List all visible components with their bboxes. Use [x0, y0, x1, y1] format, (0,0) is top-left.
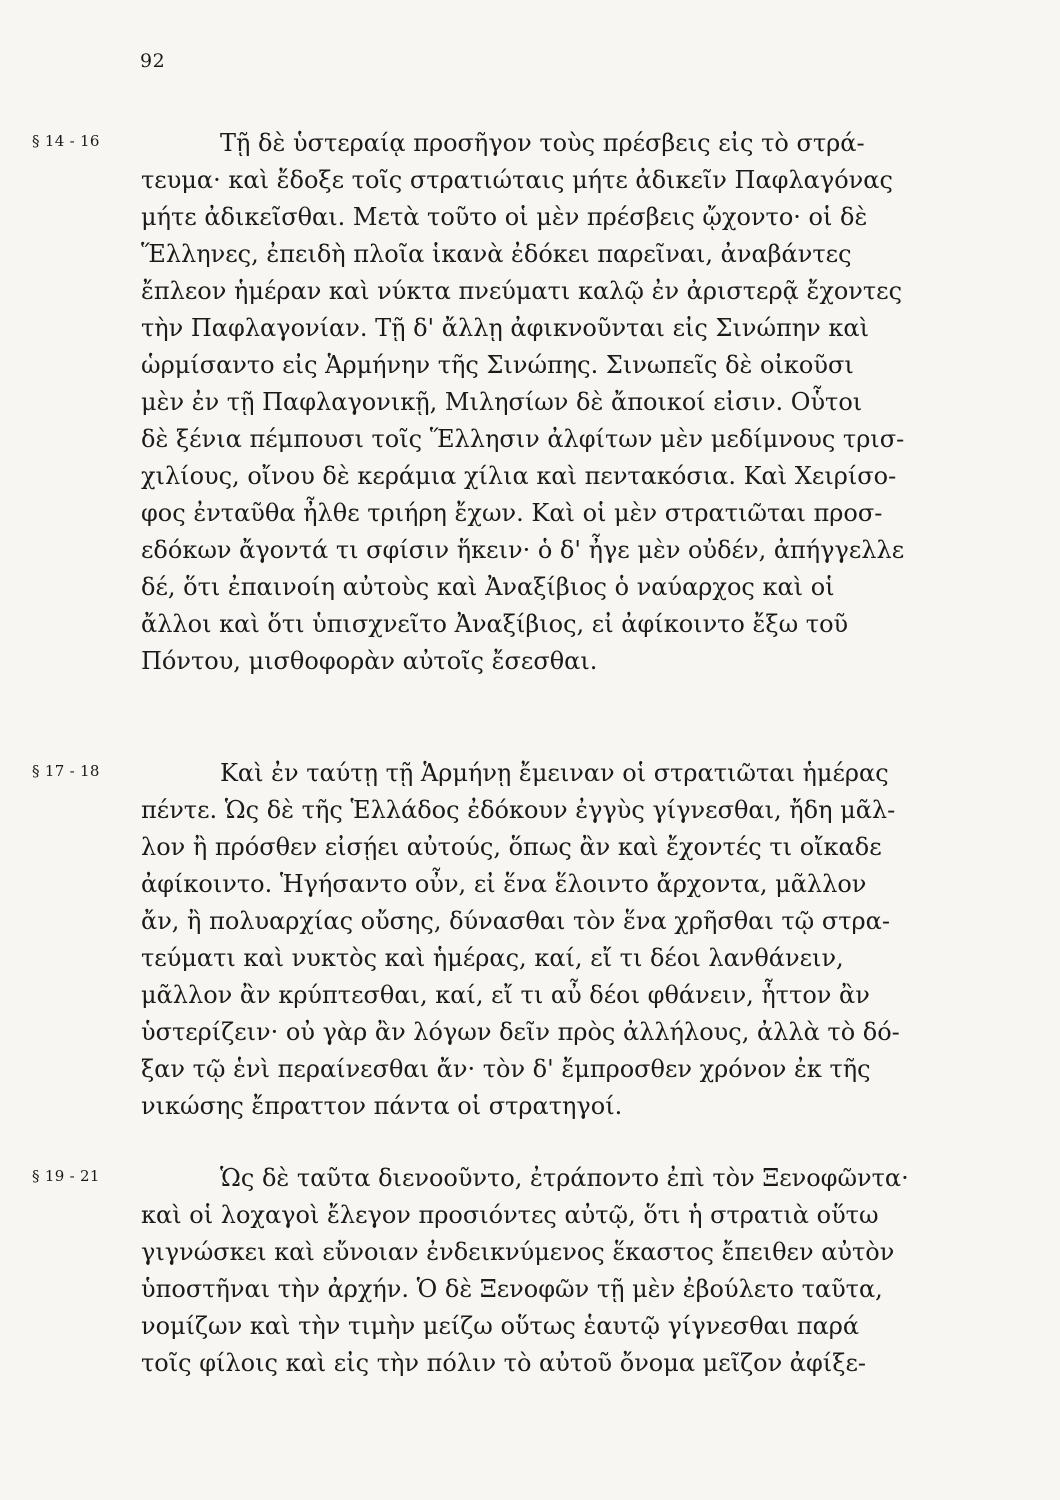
text-line: μᾶλλον ἂν κρύπτεσθαι, καί, εἴ τι αὖ δέοι φθάνειν, ἧττον ἂν: [141, 981, 870, 1009]
text-line: ξαν τῷ ἑνὶ περαίνεσθαι ἄν· τὸν δ' ἔμπροσθεν χρόνον ἐκ τῆς: [141, 1055, 871, 1083]
text-line: καὶ οἱ λοχαγοὶ ἔλεγον προσιόντες αὐτῷ, ὅτι ἡ στρατιὰ οὕτω: [141, 1201, 879, 1229]
text-line: Ἕλληνες, ἐπειδὴ πλοῖα ἱκανὰ ἐδόκει παρεῖναι, ἀναβάντες: [141, 240, 852, 268]
text-line: ὑποστῆναι τὴν ἀρχήν. Ὁ δὲ Ξενοφῶν τῇ μὲν ἐβούλετο ταῦτα,: [141, 1275, 883, 1303]
paragraph: [141, 125, 991, 680]
text-line: νικώσης ἔπραττον πάντα οἱ στρατηγοί.: [141, 1092, 623, 1120]
section-reference: § 19 - 21: [32, 1167, 100, 1185]
page-number: 92: [140, 50, 166, 72]
text-line: τὴν Παφλαγονίαν. Τῇ δ' ἄλλῃ ἀφικνοῦνται εἰς Σινώπην καὶ: [141, 314, 870, 342]
text-line: εδόκων ἄγοντά τι σφίσιν ἥκειν· ὁ δ' ἦγε μὲν οὐδέν, ἀπήγγελλε: [141, 536, 905, 564]
text-line: πέντε. Ὡς δὲ τῆς Ἑλλάδος ἐδόκουν ἐγγὺς γίγνεσθαι, ἤδη μᾶλ-: [141, 796, 896, 824]
text-line: γιγνώσκει καὶ εὔνοιαν ἐνδεικνύμενος ἕκαστος ἔπειθεν αὐτὸν: [141, 1238, 895, 1266]
text-line: ἀφίκοιντο. Ἡγήσαντο οὖν, εἰ ἕνα ἕλοιντο ἄρχοντα, μᾶλλον: [141, 870, 867, 898]
text-line: Πόντου, μισθοφορὰν αὐτοῖς ἔσεσθαι.: [141, 647, 598, 675]
text-line: νομίζων καὶ τὴν τιμὴν μείζω οὕτως ἑαυτῷ γίγνεσθαι παρά: [141, 1312, 860, 1340]
text-line: μήτε ἀδικεῖσθαι. Μετὰ τοῦτο οἱ μὲν πρέσβεις ᾤχοντο· οἱ δὲ: [141, 203, 868, 231]
text-line: ὑστερίζειν· οὐ γὰρ ἂν λόγων δεῖν πρὸς ἀλλήλους, ἀλλὰ τὸ δό-: [141, 1018, 900, 1046]
text-line: τοῖς φίλοις καὶ εἰς τὴν πόλιν τὸ αὐτοῦ ὄνομα μεῖζον ἀφίξε-: [141, 1349, 866, 1377]
text-line: τευμα· καὶ ἔδοξε τοῖς στρατιώταις μήτε ἀδικεῖν Παφλαγόνας: [141, 166, 893, 194]
text-line: Ὡς δὲ ταῦτα διενοοῦντο, ἐτράποντο ἐπὶ τὸν Ξενοφῶντα·: [220, 1164, 909, 1192]
text-line: δὲ ξένια πέμπουσι τοῖς Ἕλλησιν ἀλφίτων μὲν μεδίμνους τρισ-: [141, 425, 905, 453]
paragraph: [141, 755, 991, 1125]
text-line: τεύματι καὶ νυκτὸς καὶ ἡμέρας, καί, εἴ τι δέοι λανθάνειν,: [141, 944, 844, 972]
text-line: χιλίους, οἴνου δὲ κεράμια χίλια καὶ πεντακόσια. Καὶ Χειρίσο-: [141, 462, 897, 490]
text-line: ὡρμίσαντο εἰς Ἁρμήνην τῆς Σινώπης. Σινωπεῖς δὲ οἰκοῦσι: [141, 351, 854, 379]
text-line: λον ἢ πρόσθεν εἰσῄει αὐτούς, ὅπως ἂν καὶ ἔχοντές τι οἴκαδε: [141, 833, 882, 861]
text-line: φος ἐνταῦθα ἦλθε τριήρη ἔχων. Καὶ οἱ μὲν στρατιῶται προσ-: [141, 499, 883, 527]
text-line: μὲν ἐν τῇ Παφλαγονικῇ, Μιλησίων δὲ ἄποικοί εἰσιν. Οὗτοι: [141, 388, 863, 416]
text-line: ἔπλεον ἡμέραν καὶ νύκτα πνεύματι καλῷ ἐν ἀριστερᾷ ἔχοντες: [141, 277, 903, 305]
section-reference: § 14 - 16: [32, 132, 100, 150]
text-line: ἄλλοι καὶ ὅτι ὑπισχνεῖτο Ἀναξίβιος, εἰ ἀφίκοιντο ἔξω τοῦ: [141, 610, 849, 638]
section-reference: § 17 - 18: [32, 762, 100, 780]
text-line: Καὶ ἐν ταύτῃ τῇ Ἁρμήνῃ ἔμειναν οἱ στρατιῶται ἡμέρας: [220, 759, 889, 787]
text-line: Τῇ δὲ ὑστεραίᾳ προσῆγον τοὺς πρέσβεις εἰς τὸ στρά-: [220, 129, 865, 157]
paragraph: [141, 1160, 991, 1382]
text-line: δέ, ὅτι ἐπαινοίη αὐτοὺς καὶ Ἀναξίβιος ὁ ναύαρχος καὶ οἱ: [141, 573, 835, 601]
text-line: ἄν, ἢ πολυαρχίας οὔσης, δύνασθαι τὸν ἕνα χρῆσθαι τῷ στρα-: [141, 907, 890, 935]
